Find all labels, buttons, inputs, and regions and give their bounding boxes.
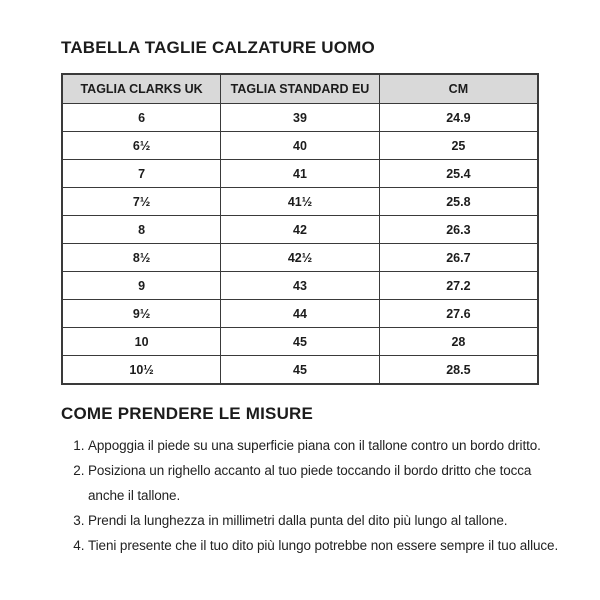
- table-cell: 40: [221, 132, 380, 160]
- column-header-clarks-uk: TAGLIA CLARKS UK: [62, 74, 221, 104]
- table-row: [62, 300, 538, 328]
- measure-guide-title: COME PRENDERE LE MISURE: [61, 404, 314, 423]
- measure-step: 2. Posiziona un righello accanto al tuo piede toccando il bordo dritto che tocca anche il tallone.: [88, 458, 564, 508]
- measure-step: 3. Prendi la lunghezza in millimetri dalla punta del dito più lungo al tallone.: [88, 508, 564, 533]
- measure-steps-list: [61, 433, 564, 558]
- size-table-body: [62, 104, 538, 385]
- table-cell: 25: [379, 132, 538, 160]
- column-header-cm: CM: [379, 74, 538, 104]
- table-cell: 9½: [62, 300, 221, 328]
- table-cell: 10: [62, 328, 221, 356]
- table-row: [62, 104, 538, 132]
- table-cell: 44: [221, 300, 380, 328]
- table-cell: 6: [62, 104, 221, 132]
- table-cell: 27.2: [379, 272, 538, 300]
- table-header-row: [62, 74, 538, 104]
- table-row: [62, 244, 538, 272]
- table-cell: 27.6: [379, 300, 538, 328]
- measure-step: 1. Appoggia il piede su una superficie piana con il tallone contro un bordo dritto.: [88, 433, 564, 458]
- table-cell: 8: [62, 216, 221, 244]
- table-cell: 42½: [221, 244, 380, 272]
- table-cell: 25.8: [379, 188, 538, 216]
- table-cell: 41½: [221, 188, 380, 216]
- table-cell: 28.5: [379, 356, 538, 385]
- table-cell: 39: [221, 104, 380, 132]
- table-cell: 28: [379, 328, 538, 356]
- table-cell: 24.9: [379, 104, 538, 132]
- table-row: [62, 356, 538, 385]
- table-cell: 43: [221, 272, 380, 300]
- table-cell: 8½: [62, 244, 221, 272]
- table-cell: 6½: [62, 132, 221, 160]
- column-header-standard-eu: TAGLIA STANDARD EU: [221, 74, 380, 104]
- table-row: [62, 216, 538, 244]
- size-table-title: TABELLA TAGLIE CALZATURE UOMO: [61, 38, 375, 57]
- table-cell: 25.4: [379, 160, 538, 188]
- size-table-head: [62, 74, 538, 104]
- table-row: [62, 160, 538, 188]
- table-cell: 7: [62, 160, 221, 188]
- table-row: [62, 328, 538, 356]
- table-cell: 26.3: [379, 216, 538, 244]
- measure-step: 4. Tieni presente che il tuo dito più lungo potrebbe non essere sempre il tuo alluce.: [88, 533, 564, 558]
- table-row: [62, 132, 538, 160]
- table-cell: 10½: [62, 356, 221, 385]
- table-cell: 41: [221, 160, 380, 188]
- table-row: [62, 272, 538, 300]
- size-table: [61, 73, 539, 385]
- table-cell: 7½: [62, 188, 221, 216]
- table-cell: 9: [62, 272, 221, 300]
- table-cell: 45: [221, 328, 380, 356]
- table-cell: 26.7: [379, 244, 538, 272]
- table-cell: 45: [221, 356, 380, 385]
- table-row: [62, 188, 538, 216]
- table-cell: 42: [221, 216, 380, 244]
